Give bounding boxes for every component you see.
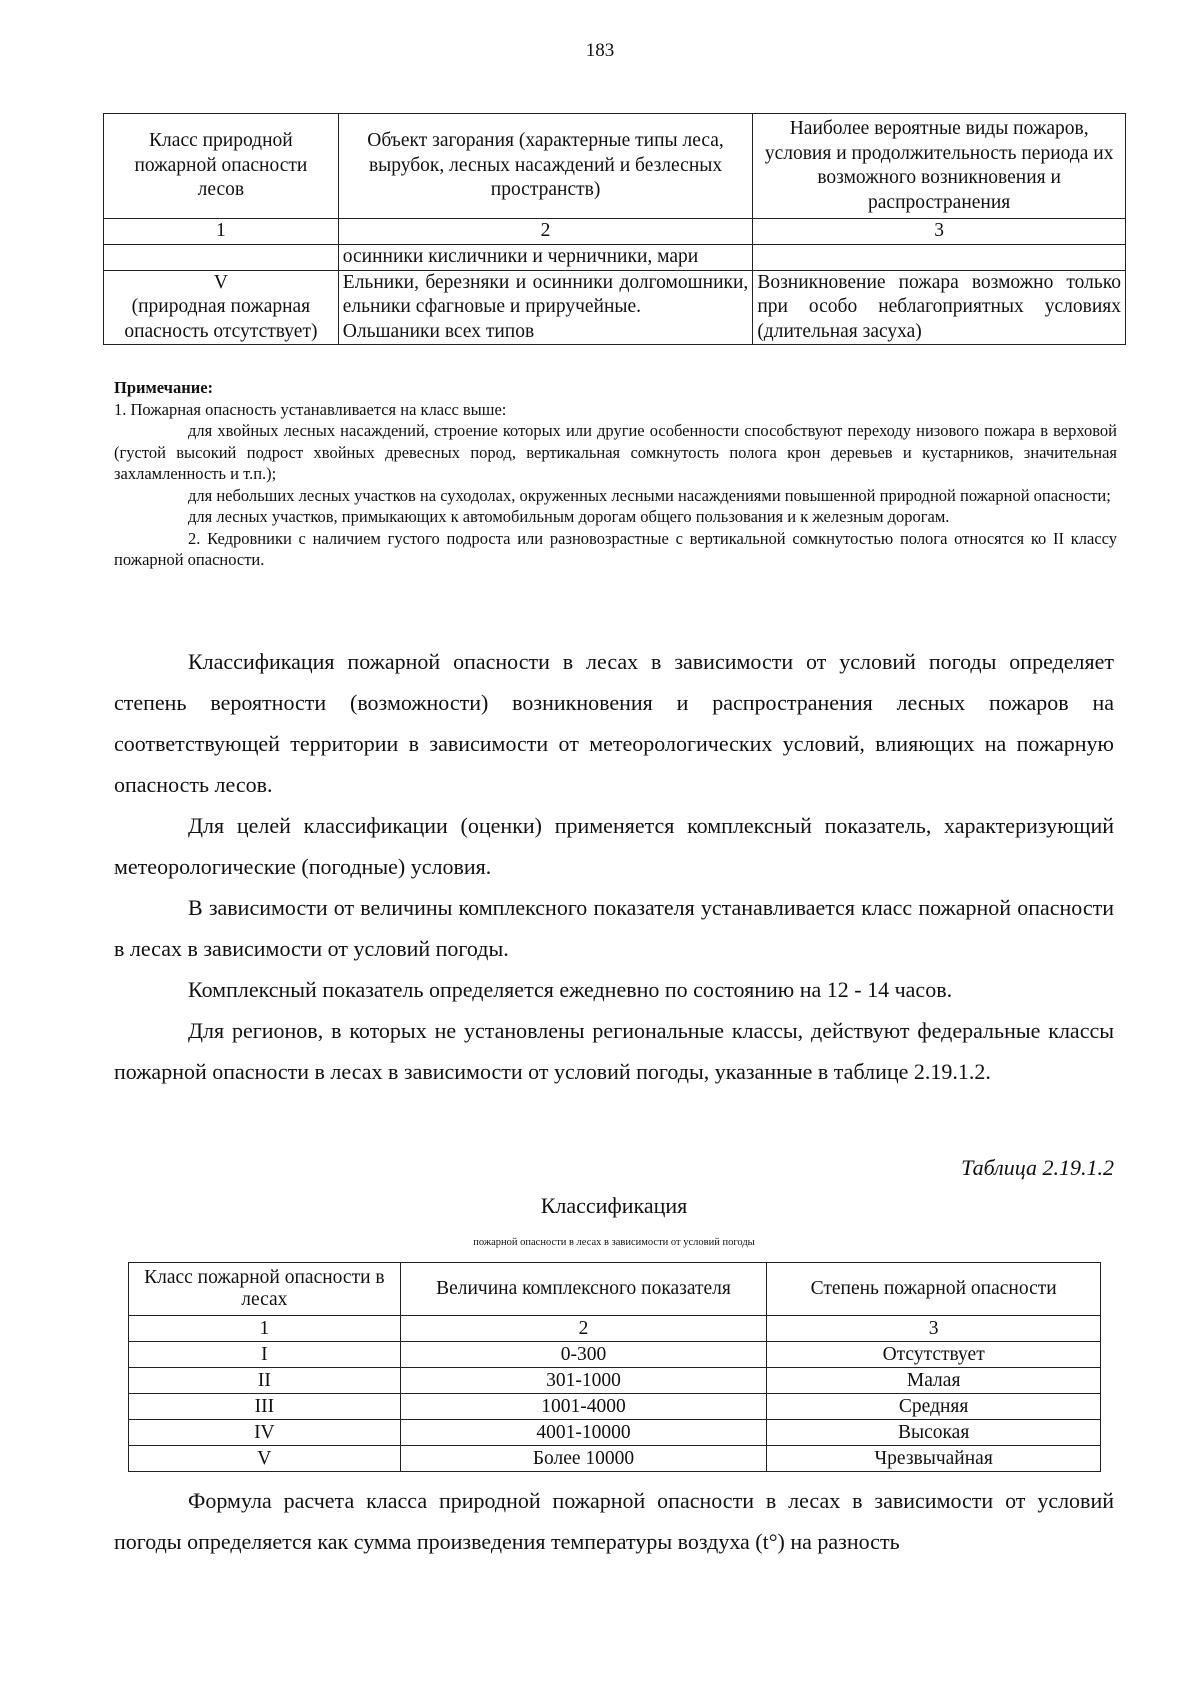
table-header-row xyxy=(104,114,1126,219)
table-note xyxy=(114,377,1117,571)
table-cell: 4001-10000 xyxy=(400,1420,767,1446)
table-cell xyxy=(753,270,1126,345)
table-cell xyxy=(104,244,339,270)
table-cell: II xyxy=(129,1368,401,1394)
table-cell: Более 10000 xyxy=(400,1446,767,1472)
paragraph: В зависимости от величины комплексного показателя устанавливается класс пожарной опасности в лесах в зависимости от условий погоды. xyxy=(114,895,1114,961)
table-row xyxy=(129,1342,1101,1368)
table-cell: 0-300 xyxy=(400,1342,767,1368)
fire-type-text: Возникновение пожара возможно только при особо неблагоприятных условиях (длительная засуха) xyxy=(757,271,1121,342)
table-cell: Малая xyxy=(767,1368,1101,1394)
table-cell: I xyxy=(129,1342,401,1368)
table-row xyxy=(129,1394,1101,1420)
table-cell xyxy=(338,270,753,345)
table-cell xyxy=(104,270,339,345)
note-title: Примечание: xyxy=(114,378,214,397)
paragraph: Комплексный показатель определяется ежедневно по состоянию на 12 - 14 часов. xyxy=(188,977,953,1002)
column-number-row xyxy=(104,219,1126,245)
table-row xyxy=(129,1368,1101,1394)
header-cell: Величина комплексного показателя xyxy=(400,1263,767,1316)
header-cell: Класс природной пожарной опасности лесов xyxy=(104,114,339,219)
object-text: Ольшаники всех типов xyxy=(342,320,535,342)
table-header-row xyxy=(129,1263,1101,1316)
note-item: 1. Пожарная опасность устанавливается на класс выше: xyxy=(114,399,507,419)
table-cell: III xyxy=(129,1394,401,1420)
class-numeral: V xyxy=(213,271,228,293)
column-number: 3 xyxy=(767,1316,1101,1342)
note-item: для лесных участков, примыкающих к автомобильным дорогам общего пользования и к железным дорогам. xyxy=(188,507,950,526)
column-number: 2 xyxy=(338,219,753,245)
table-cell xyxy=(753,244,1126,270)
header-cell: Объект загорания (характерные типы леса, вырубок, лесных насаждений и безлесных пространств) xyxy=(338,114,753,219)
weather-fire-class-table xyxy=(128,1262,1101,1472)
note-item: 2. Кедровники с наличием густого подроста или разновозрастные с вертикальной сомкнутостью полога относятся ко II классу пожарной опасности. xyxy=(114,528,1117,569)
class-description: (природная пожарная опасность отсутствует) xyxy=(124,296,318,342)
header-cell: Наиболее вероятные виды пожаров, условия и продолжительность периода их возможного возникновения и распространения xyxy=(753,114,1126,219)
note-item: для хвойных лесных насаждений, строение которых или другие особенности способствуют переходу низового пожара в верховой (густой высокий подрост хвойных древесных пород, вертикальная сомкнутость полога крон деревьев и кустарников, значительная захламленность и т.п.); xyxy=(114,421,1117,483)
table-cell: осинники кисличники и черничники, мари xyxy=(338,244,753,270)
table-row xyxy=(104,270,1126,345)
table-cell: Чрезвычайная xyxy=(767,1446,1101,1472)
object-text: Ельники, березняки и осинники долгомошники, ельники сфагновые и приручейные. xyxy=(342,271,749,317)
column-number-row xyxy=(129,1316,1101,1342)
table-cell: IV xyxy=(129,1420,401,1446)
note-item: для небольших лесных участков на суходолах, окруженных лесными насаждениями повышенной природной пожарной опасности; xyxy=(188,485,1111,505)
table-cell: V xyxy=(129,1446,401,1472)
column-number: 3 xyxy=(753,219,1126,245)
table-row xyxy=(129,1420,1101,1446)
table-cell: 1001-4000 xyxy=(400,1394,767,1420)
paragraph: Для регионов, в которых не установлены региональные классы, действуют федеральные классы пожарной опасности в лесах в зависимости от условий погоды, указанные в таблице 2.19.1.2. xyxy=(114,1018,1114,1084)
table-subtitle: пожарной опасности в лесах в зависимости от условий погоды xyxy=(473,1237,755,1248)
paragraph: Для целей классификации (оценки) применяется комплексный показатель, характеризующий метеорологические (погодные) условия. xyxy=(114,813,1114,879)
page-number: 183 xyxy=(585,40,615,61)
table-row xyxy=(129,1446,1101,1472)
table-cell: Средняя xyxy=(767,1394,1101,1420)
column-number: 1 xyxy=(129,1316,401,1342)
header-cell: Степень пожарной опасности xyxy=(767,1263,1101,1316)
main-text xyxy=(114,641,1114,1092)
table-cell: Высокая xyxy=(767,1420,1101,1446)
table-cell: Отсутствует xyxy=(767,1342,1101,1368)
forest-fire-class-table xyxy=(103,113,1126,345)
paragraph: Формула расчета класса природной пожарной опасности в лесах в зависимости от условий погоды определяется как сумма произведения температуры воздуха (t°) на разность xyxy=(114,1488,1114,1554)
column-number: 1 xyxy=(104,219,339,245)
table-cell: 301-1000 xyxy=(400,1368,767,1394)
column-number: 2 xyxy=(400,1316,767,1342)
table-caption: Таблица 2.19.1.2 xyxy=(961,1155,1114,1180)
header-cell: Класс пожарной опасности в лесах xyxy=(129,1263,401,1316)
paragraph: Классификация пожарной опасности в лесах в зависимости от условий погоды определяет степень вероятности (возможности) возникновения и распространения лесных пожаров на соответствующей территории в зависимости от метеорологических условий, влияющих на пожарную опасность лесов. xyxy=(114,649,1114,797)
table-row xyxy=(104,244,1126,270)
table-title: Классификация xyxy=(540,1193,688,1218)
closing-text xyxy=(114,1480,1114,1562)
